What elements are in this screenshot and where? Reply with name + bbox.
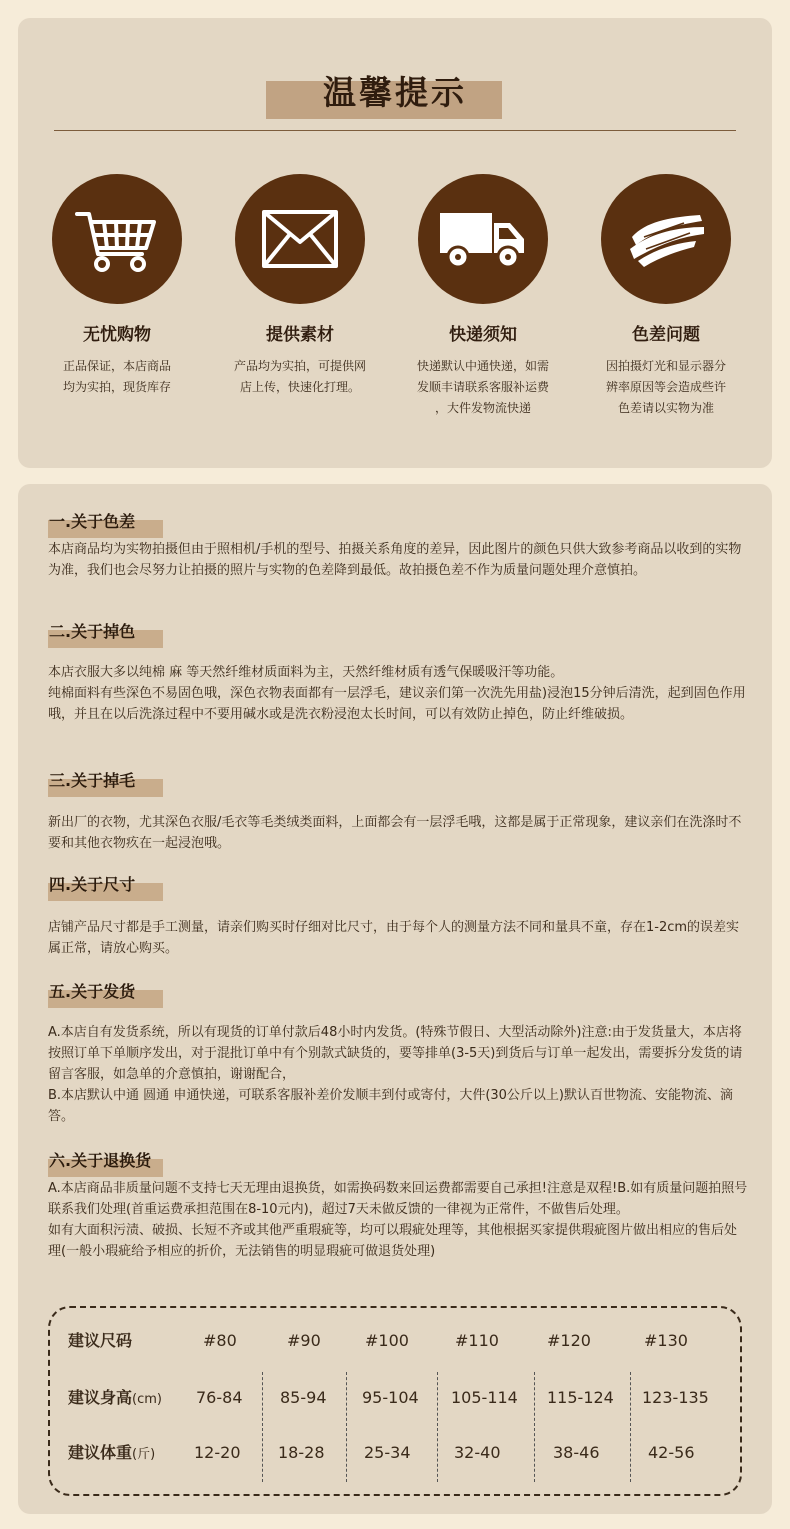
- feature-desc-line: 均为实拍，现货库存: [62, 380, 171, 394]
- feature-desc-line: 因拍摄灯光和显示器分: [605, 359, 726, 373]
- size-cell: 25-34: [364, 1443, 411, 1462]
- section-title: 一.关于色差: [49, 512, 136, 531]
- size-cell: 76-84: [196, 1388, 243, 1407]
- envelope-icon: [235, 174, 365, 304]
- section-title: 五.关于发货: [49, 982, 136, 1001]
- section-title: 六.关于退换货: [49, 1151, 152, 1170]
- section-heading-returns: [48, 1148, 188, 1178]
- size-cell: 123-135: [642, 1388, 709, 1407]
- section-heading-fading: [48, 619, 188, 649]
- section-heading-size: [48, 872, 188, 902]
- size-row-height: [50, 1383, 740, 1413]
- row-label-unit: (斤): [132, 1447, 156, 1462]
- section-paragraph: B.本店默认中通 圆通 申通快递，可联系客服补差价发顺丰到付或寄付，大件(30公斤以上)默认百世物流、安能物流、滴答。: [48, 1088, 734, 1124]
- section-paragraph: 如有大面积污渍、破损、长短不齐或其他严重瑕疵等，均可以瑕疵处理等，其他根据买家提供瑕疵图片做出相应的售后处理(一般小瑕疵给予相应的折价，无法销售的明显瑕疵可做退货处理): [48, 1223, 738, 1259]
- feature-color-difference: [573, 174, 759, 419]
- feature-delivery-notice: [390, 174, 576, 419]
- feature-title: 提供素材: [266, 325, 334, 345]
- feature-desc: [24, 356, 210, 398]
- delivery-truck-icon: [418, 174, 548, 304]
- section-paragraph: 本店衣服大多以纯棉 麻 等天然纤维材质面料为主，天然纤维材质有透气保暖吸汗等功能。: [48, 665, 564, 680]
- size-cell: #120: [547, 1331, 591, 1350]
- feature-desc: [573, 356, 759, 419]
- section-paragraph: 新出厂的衣物，尤其深色衣服/毛衣等毛类绒类面料，上面都会有一层浮毛哦，这都是属于正常现象，建议亲们在洗涤时不要和其他衣物疚在一起浸泡哦。: [48, 815, 742, 851]
- size-cell: 95-104: [362, 1388, 419, 1407]
- feature-desc-line: 色差请以实物为准: [617, 401, 714, 415]
- feature-desc-line: ，大件发物流快递: [434, 401, 531, 415]
- feature-desc-line: 发顺丰请联系客服补运费: [416, 380, 549, 394]
- title-divider: [54, 130, 736, 131]
- feature-desc-line: 正品保证，本店商品: [62, 359, 171, 373]
- size-cell: #90: [287, 1331, 321, 1350]
- size-cell: #130: [644, 1331, 688, 1350]
- size-cell: #110: [455, 1331, 499, 1350]
- size-cell: #100: [365, 1331, 409, 1350]
- section-title: 二.关于掉色: [49, 622, 136, 641]
- size-chart: [48, 1306, 742, 1496]
- section-heading-shipping: [48, 979, 188, 1009]
- section-paragraph: 店铺产品尺寸都是手工测量，请亲们购买时仔细对比尺寸，由于每个人的测量方法不同和量具不童，存在1-2cm的误差实属正常，请放心购买。: [48, 920, 740, 956]
- section-body: [48, 662, 748, 725]
- section-paragraph: A.本店自有发货系统，所以有现货的订单付款后48小时内发货。(特殊节假日、大型活动除外)注意:由于发货量大，本店将按照订单下单顺序发出，对于混批订单中有个别款式缺货的，要等排单(3-5天)到货后与订单一起发出，需要拆分发货的请留言客服，如急单的介意慎拍，谢谢配合，: [48, 1025, 743, 1082]
- feature-desc: [207, 356, 393, 398]
- feature-title: 快递须知: [449, 325, 517, 345]
- brush-stroke-icon: [601, 174, 731, 304]
- feature-provide-materials: [207, 174, 393, 398]
- size-row-weight: [50, 1438, 740, 1468]
- notice-panel: [18, 484, 772, 1514]
- section-heading-shedding: [48, 768, 188, 798]
- row-label-text: 建议尺码: [68, 1331, 133, 1350]
- page-title: 温馨提示: [323, 73, 467, 112]
- feature-desc-line: 店上传，快速化打理。: [239, 380, 360, 394]
- feature-worry-free-shopping: [24, 174, 210, 398]
- section-title: 四.关于尺寸: [49, 875, 136, 894]
- size-cell: 32-40: [454, 1443, 501, 1462]
- section-body: [48, 812, 748, 854]
- row-label: [68, 1438, 155, 1470]
- section-paragraph: 纯棉面料有些深色不易固色哦，深色衣物表面都有一层浮毛，建议亲们第一次洗先用盐)浸泡15分钟后清洗，起到固色作用哦，并且在以后洗涤过程中不要用碱水或是洗衣粉浸泡太长时间，可以有效防止掉色，防止纤维破损。: [48, 686, 746, 722]
- size-cell: 85-94: [280, 1388, 327, 1407]
- feature-title: 色差问题: [632, 325, 700, 345]
- section-body: [48, 1022, 748, 1127]
- shopping-cart-icon: [52, 174, 182, 304]
- size-cell: 12-20: [194, 1443, 241, 1462]
- tips-panel: [18, 18, 772, 468]
- feature-desc-line: 产品均为实拍，可提供网: [233, 359, 366, 373]
- size-cell: 38-46: [553, 1443, 600, 1462]
- row-label: [68, 1383, 162, 1415]
- feature-desc: [390, 356, 576, 419]
- row-label-unit: (cm): [132, 1392, 162, 1407]
- row-label-text: 建议身高: [68, 1388, 133, 1407]
- size-row-size: [50, 1326, 740, 1356]
- feature-desc-line: 快递默认中通快递，如需: [416, 359, 549, 373]
- size-cell: 18-28: [278, 1443, 325, 1462]
- section-body: [48, 1178, 748, 1262]
- section-paragraph: A.本店商品非质量问题不支持七天无理由退换货，如需换码数来回运费都需要自己承担!注意是双程!B.如有质量问题拍照号联系我们处理(首重运费承担范围在8-10元内)，超过7天未做反馈的一律视为正常件，不做售后处理。: [48, 1181, 748, 1217]
- size-cell: #80: [203, 1331, 237, 1350]
- row-label: [68, 1326, 132, 1356]
- size-cell: 105-114: [451, 1388, 518, 1407]
- size-cell: 115-124: [547, 1388, 614, 1407]
- section-body: [48, 539, 748, 581]
- size-cell: 42-56: [648, 1443, 695, 1462]
- section-paragraph: 本店商品均为实物拍摄但由于照相机/手机的型号、拍摄关系角度的差异，因此图片的颜色只供大致参考商品以收到的实物为准，我们也会尽努力让拍摄的照片与实物的色差降到最低。故拍摄色差不作为质量问题处理介意慎拍。: [48, 542, 742, 578]
- section-title: 三.关于掉毛: [49, 771, 136, 790]
- section-heading-color-difference: [48, 509, 188, 539]
- row-label-text: 建议体重: [68, 1443, 133, 1462]
- feature-title: 无忧购物: [83, 325, 151, 345]
- section-body: [48, 917, 748, 959]
- feature-desc-line: 辨率原因等会造成些许: [605, 380, 726, 394]
